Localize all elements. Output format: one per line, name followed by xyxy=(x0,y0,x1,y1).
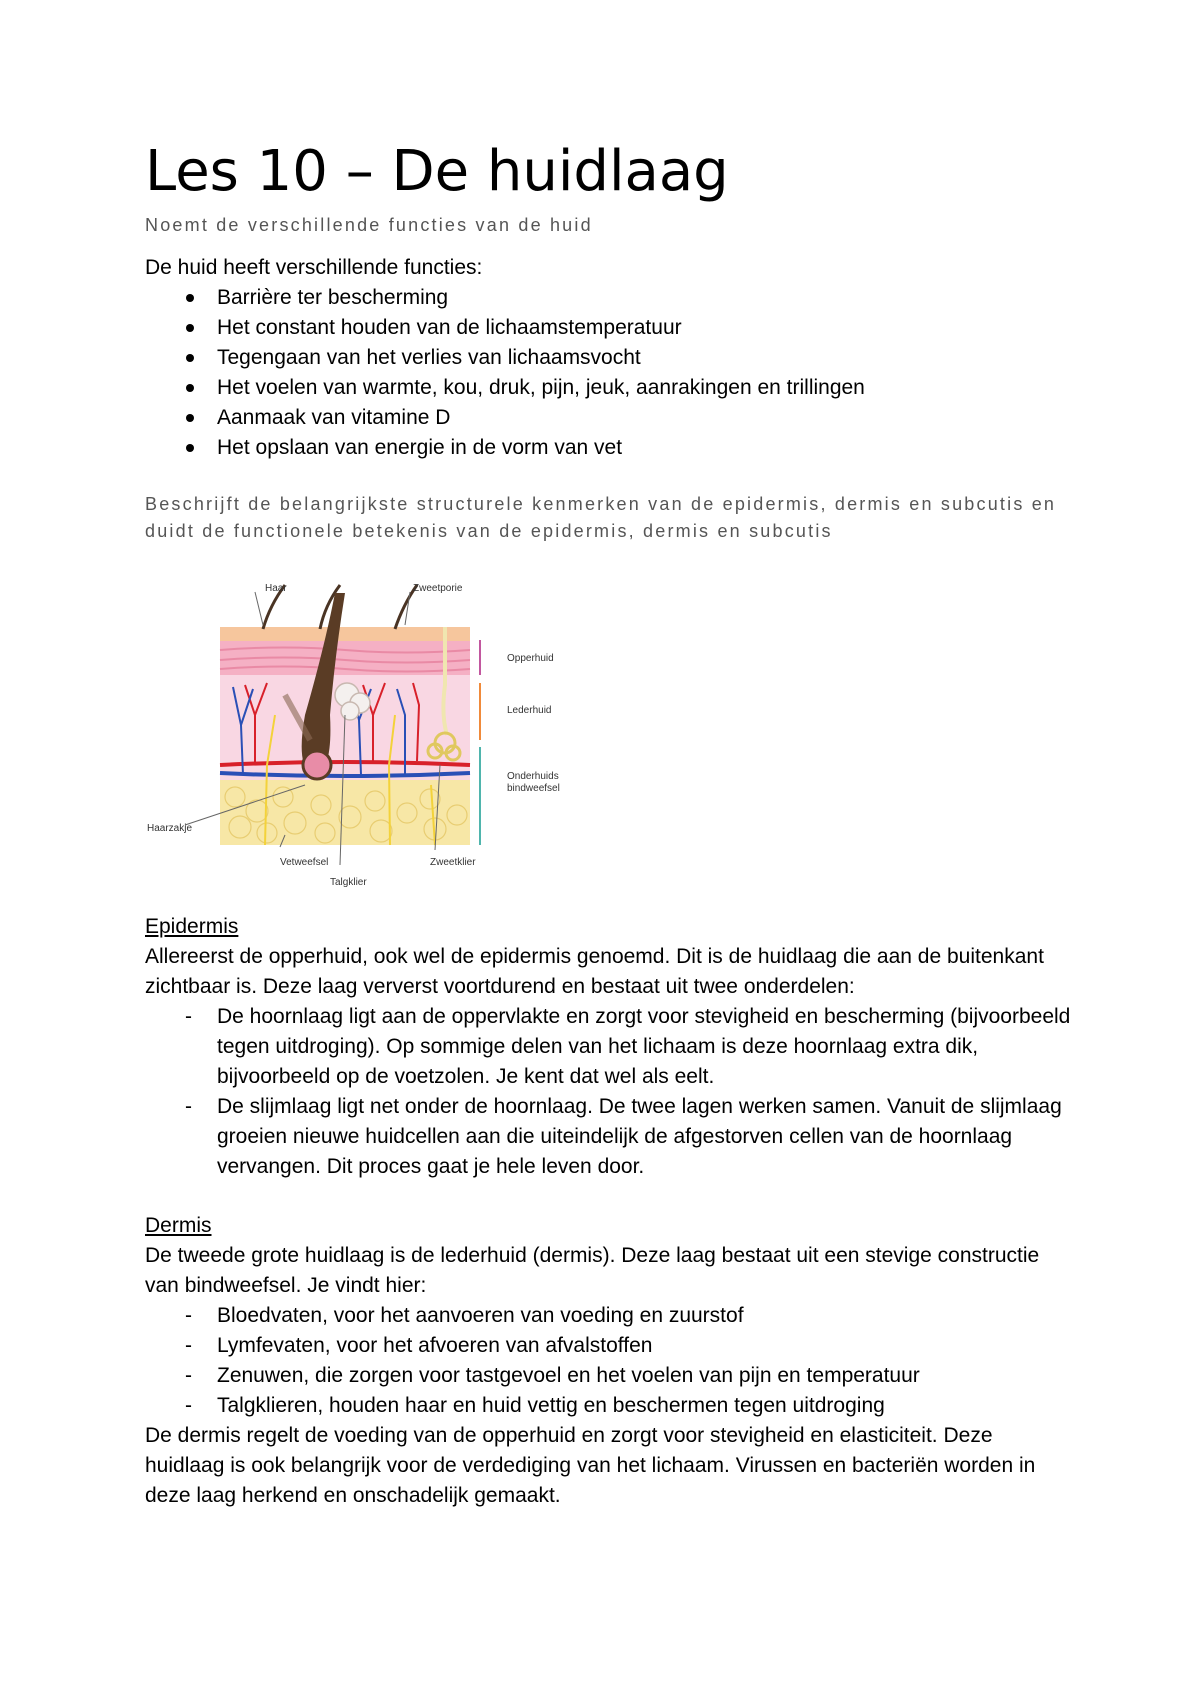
dermis-section xyxy=(145,1211,1075,1511)
label-opperhuid: Opperhuid xyxy=(507,653,554,664)
list-item: Aanmaak van vitamine D xyxy=(145,403,1075,433)
bullet-icon xyxy=(186,324,194,332)
epidermis-list xyxy=(145,1002,1075,1182)
skin-cross-section-illustration xyxy=(145,565,585,905)
label-talgklier: Talgklier xyxy=(330,877,367,888)
list-item: Tegengaan van het verlies van lichaamsvocht xyxy=(145,343,1075,373)
learning-goal-2: Beschrijft de belangrijkste structurele kenmerken van de epidermis, dermis en subcutis en duidt de functionele betekenis van de epidermis, dermis en subcutis xyxy=(145,494,1057,541)
label-onderhuids: Onderhuids xyxy=(507,771,559,782)
dash-icon: - xyxy=(185,1095,192,1118)
functions-section xyxy=(145,253,1075,463)
dermis-text: De tweede grote huidlaag is de lederhuid (dermis). Deze laag bestaat uit een stevige constructie van bindweefsel. Je vindt hier: xyxy=(145,1244,1040,1297)
label-haarzakje: Haarzakje xyxy=(147,823,193,834)
bullet-icon xyxy=(186,384,194,392)
list-item: Het opslaan van energie in de vorm van vet xyxy=(145,433,1075,463)
list-item: - Bloedvaten, voor het aanvoeren van voeding en zuurstof xyxy=(145,1301,1075,1331)
list-item: - Lymfevaten, voor het afvoeren van afvalstoffen xyxy=(145,1331,1075,1361)
list-item: Het constant houden van de lichaamstemperatuur xyxy=(145,313,1075,343)
bullet-icon xyxy=(186,354,194,362)
dash-icon: - xyxy=(185,1005,192,1028)
label-vetweefsel: Vetweefsel xyxy=(280,857,329,868)
epidermis-section xyxy=(145,912,1075,1182)
label-zweetklier: Zweetklier xyxy=(430,857,476,868)
section-heading-epidermis: Epidermis xyxy=(145,915,239,938)
skin-diagram xyxy=(145,565,585,905)
section-heading-dermis: Dermis xyxy=(145,1214,212,1237)
dash-icon: - xyxy=(185,1394,192,1417)
label-bindweefsel: bindweefsel xyxy=(507,783,560,794)
epidermis-text: Allereerst de opperhuid, ook wel de epidermis genoemd. Dit is de huidlaag die aan de buitenkant zichtbaar is. Deze laag ververst voortdurend en bestaat uit twee onderdelen: xyxy=(145,945,1044,998)
dash-icon: - xyxy=(185,1304,192,1327)
functions-intro: De huid heeft verschillende functies: xyxy=(145,256,483,279)
list-item: - Zenuwen, die zorgen voor tastgevoel en het voelen van pijn en temperatuur xyxy=(145,1361,1075,1391)
label-haar: Haar xyxy=(265,583,287,594)
list-item: - Talgklieren, houden haar en huid vettig en beschermen tegen uitdroging xyxy=(145,1391,1075,1421)
bullet-icon xyxy=(186,294,194,302)
list-item: - De hoornlaag ligt aan de oppervlakte en zorgt voor stevigheid en bescherming (bijvoorbeeld tegen uitdroging). Op sommige delen van het lichaam is deze hoornlaag extra dik, bijvoorbeeld op de voetzolen. Je kent dat wel als eelt. xyxy=(145,1002,1075,1092)
dash-icon: - xyxy=(185,1334,192,1357)
list-item: - De slijmlaag ligt net onder de hoornlaag. De twee lagen werken samen. Vanuit de slijmlaag groeien nieuwe huidcellen aan die uiteindelijk de afgestorven cellen van de hoornlaag vervangen. Dit proces gaat je hele leven door. xyxy=(145,1092,1075,1182)
dermis-closing: De dermis regelt de voeding van de opperhuid en zorgt voor stevigheid en elasticiteit. Deze huidlaag is ook belangrijk voor de verdediging van het lichaam. Virussen en bacteriën worden in deze laag herkend en onschadelijk gemaakt. xyxy=(145,1424,1036,1507)
list-item: Het voelen van warmte, kou, druk, pijn, jeuk, aanrakingen en trillingen xyxy=(145,373,1075,403)
list-item: Barrière ter bescherming xyxy=(145,283,1075,313)
page-title: Les 10 – De huidlaag xyxy=(145,139,729,204)
dermis-list xyxy=(145,1301,1075,1421)
skin-surface xyxy=(220,627,470,641)
label-zweetporie: Zweetporie xyxy=(413,583,463,594)
dash-icon: - xyxy=(185,1364,192,1387)
bullet-icon xyxy=(186,444,194,452)
label-lederhuid: Lederhuid xyxy=(507,705,552,716)
bullet-icon xyxy=(186,414,194,422)
functions-list xyxy=(145,283,1075,463)
learning-goal-1: Noemt de verschillende functies van de huid xyxy=(145,215,593,235)
